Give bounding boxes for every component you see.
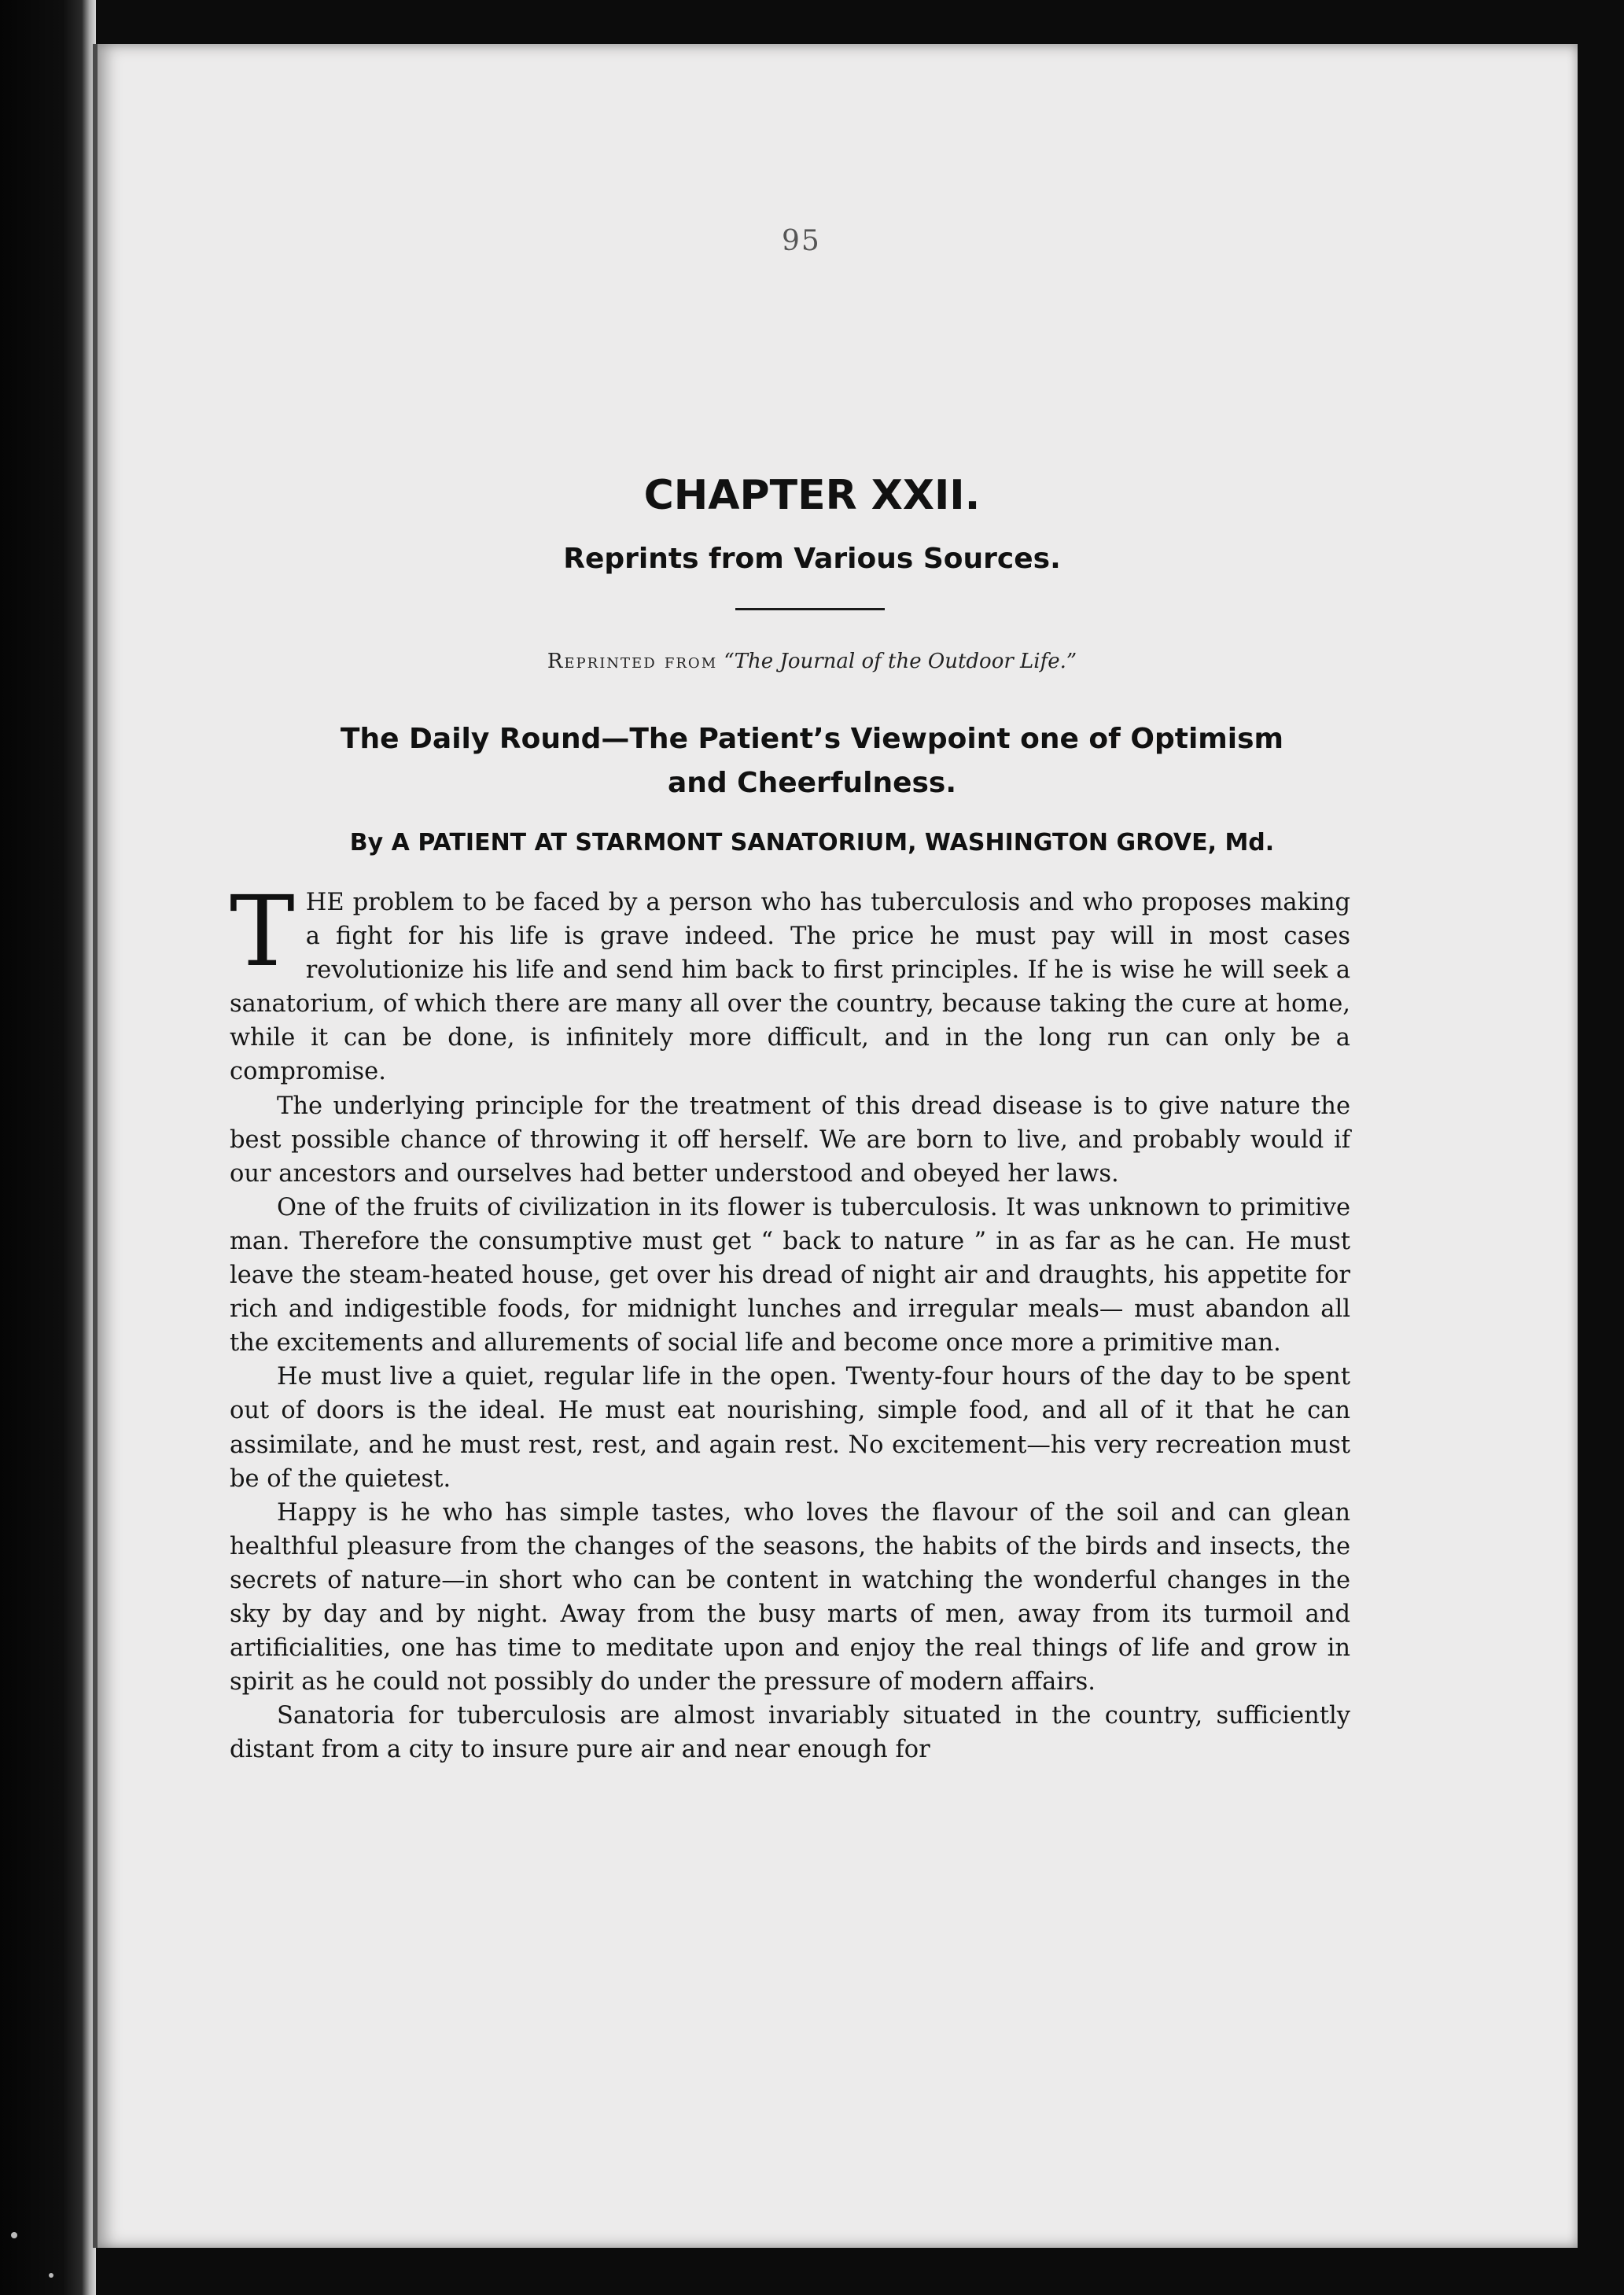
body-paragraph: One of the fruits of civilization in its flower is tuberculosis. It was unknown to primitive man. Therefore the consumptive must get “ back to nature ” in as far as he can. He must leave the steam-heated house, get over his dread of night air and draughts, his appetite for rich and indigestible foods, for midnight lunches and irregular meals— must abandon all the excitements and allurements of social life and become once more a primitive man.	[230, 1193, 1350, 1357]
article-title	[0, 717, 1624, 805]
body-paragraph: Sanatoria for tuberculosis are almost invariably situated in the country, sufficiently distant from a city to insure pure air and near enough for	[230, 1702, 1350, 1764]
reprint-prefix: Reprinted from	[547, 650, 718, 673]
paragraph-text: HE problem to be faced by a person who has tuberculosis and who proposes making a fight for his life is grave indeed. The price he must pay will in most cases revolutionize his life and send him back to first principles. If he is wise he will seek a sanatorium, of which there are many all over the country, because taking the cure at home, while it can be done, is infinitely more difficult, and in the long run can only be a compromise.	[230, 889, 1350, 1086]
article-body	[230, 875, 1350, 1766]
body-paragraph: The underlying principle for the treatment of this dread disease is to give nature the best possible chance of throwing it off herself. We are born to live, and probably would if our ancestors and ourselves had better understood and obeyed her laws.	[230, 1092, 1350, 1188]
article-title-line-1: The Daily Round—The Patient’s Viewpoint one of Optimism	[340, 723, 1284, 755]
body-paragraph: Happy is he who has simple tastes, who loves the flavour of the soil and can glean healthful pleasure from the changes of the seasons, the habits of the birds and insects, the secrets of nature—in short who can be content in watching the wonderful changes in the sky by day and by night. Away from the busy marts of men, away from its turmoil and artificialities, one has time to meditate upon and enjoy the real things of life and grow in spirit as he could not possibly do under the pressure of modern affairs.	[230, 1498, 1350, 1696]
chapter-subtitle: Reprints from Various Sources.	[563, 543, 1061, 575]
article-title-line-2: and Cheerfulness.	[667, 767, 957, 799]
drop-cap: T	[230, 875, 295, 989]
reprint-source: “The Journal of the Outdoor Life.”	[724, 650, 1077, 673]
book-spine-shadow	[0, 0, 96, 2295]
chapter-title: CHAPTER XXII.	[643, 472, 981, 519]
title-divider	[735, 608, 885, 610]
body-paragraph: He must live a quiet, regular life in the open. Twenty-four hours of the day to be spent out of doors is the ideal. He must eat nourishing, simple food, and all of it that he can assimilate, and he must rest, rest, and again rest. No excitement—his very recreation must be of the quietest.	[230, 1363, 1350, 1493]
byline: By A PATIENT AT STARMONT SANATORIUM, WASHINGTON GROVE, Md.	[349, 829, 1275, 856]
scan-speck	[49, 2273, 53, 2278]
body-paragraph	[230, 875, 1350, 1089]
scan-speck	[11, 2232, 17, 2238]
reprint-source-line	[0, 650, 1624, 673]
page-number: 95	[782, 225, 821, 257]
